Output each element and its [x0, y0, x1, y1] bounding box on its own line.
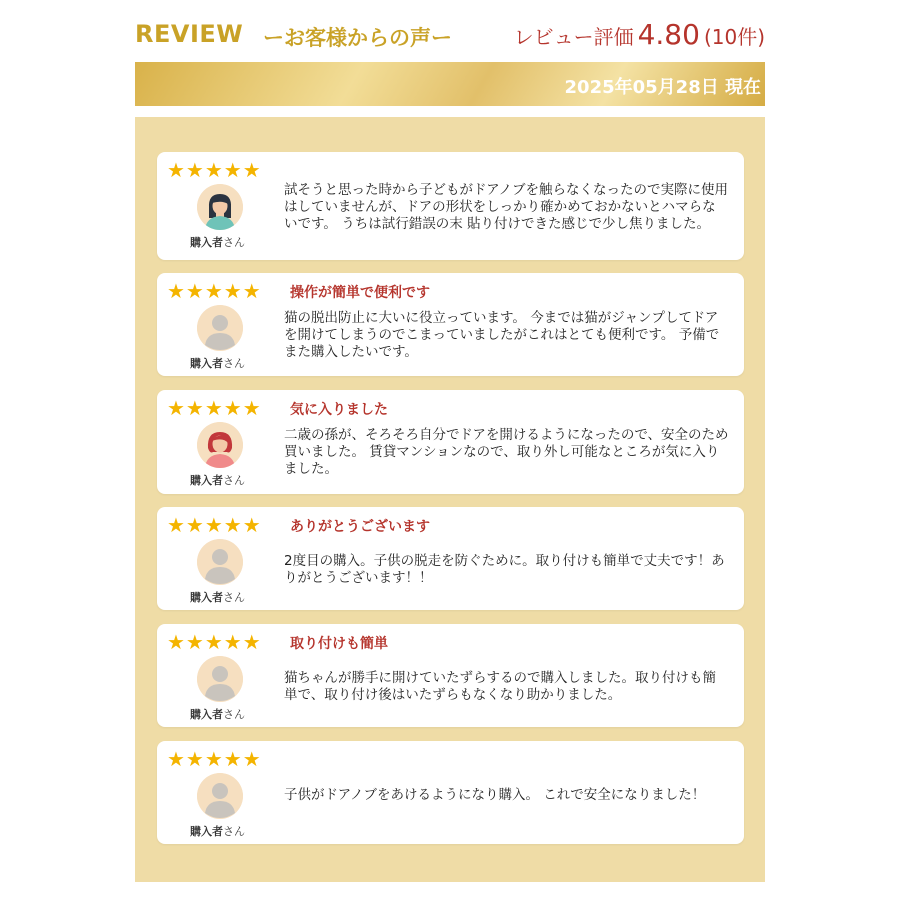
- star-rating: ★★★★★: [167, 747, 262, 771]
- default-user-avatar-icon: [197, 539, 243, 585]
- buyer-label: 購入者さん: [190, 825, 245, 838]
- buyer-label: 購入者さん: [190, 474, 245, 487]
- star-rating: ★★★★★: [167, 396, 262, 420]
- review-title: 気に入りました: [290, 402, 388, 418]
- review-card: [157, 273, 744, 376]
- review-title: ありがとうございます: [290, 519, 430, 535]
- buyer-label: 購入者さん: [190, 236, 245, 249]
- star-rating: ★★★★★: [167, 630, 262, 654]
- customer-voice-heading: ーお客様からの声ー: [263, 26, 452, 50]
- default-user-avatar-icon: [197, 656, 243, 702]
- rating-label: レビュー評価: [513, 25, 634, 49]
- star-rating: ★★★★★: [167, 158, 262, 182]
- review-text: 試そうと思った時から子どもがドアノブを触らなくなったので実際に使用はしていませんが、ドアの形状をしっかり確かめておかないとハマらないです。 うちは試行錯誤の末 貼り付けできた感じで少し焦りました。: [284, 182, 729, 232]
- buyer-label: 購入者さん: [190, 591, 245, 604]
- review-card: [157, 741, 744, 844]
- star-rating: ★★★★★: [167, 513, 262, 537]
- review-title: 操作が簡単で便利です: [290, 285, 430, 301]
- review-header: [135, 12, 765, 56]
- default-user-avatar-icon: [197, 305, 243, 351]
- review-text: 猫の脱出防止に大いに役立っています。 今までは猫がジャンプしてドアを開けてしまうのでこまっていましたがこれはとても便利です。 予備でまた購入したいです。: [284, 310, 720, 360]
- date-banner: [135, 62, 765, 106]
- review-heading: REVIEW: [135, 20, 244, 48]
- buyer-label: 購入者さん: [190, 357, 245, 370]
- review-text: 猫ちゃんが勝手に開けていたずらするので購入しました。取り付けも簡単で、取り付け後はいたずらもなくなり助かりました。: [284, 670, 716, 703]
- woman-red-avatar-icon: [197, 422, 243, 468]
- review-card: [157, 152, 744, 260]
- review-text: 二歳の孫が、そろそろ自分でドアを開けるようになったので、安全のため買いました。 賃貸マンションなので、取り外し可能なところが気に入りました。: [284, 427, 729, 477]
- date-text: 2025年05月28日 現在: [564, 77, 761, 98]
- review-card: [157, 390, 744, 494]
- woman-teal-avatar-icon: [197, 184, 243, 230]
- rating-summary: [514, 18, 765, 51]
- default-user-avatar-icon: [197, 773, 243, 819]
- review-text: 2度目の購入。子供の脱走を防ぐために。取り付けも簡単で丈夫です！ありがとうございます！！: [284, 553, 725, 586]
- review-text: 子供がドアノブをあけるようになり購入。 これで安全になりました！: [284, 787, 706, 803]
- buyer-label: 購入者さん: [190, 708, 245, 721]
- rating-count: (10件): [703, 25, 765, 49]
- review-title: 取り付けも簡単: [290, 636, 388, 652]
- review-card: [157, 507, 744, 610]
- review-card: [157, 624, 744, 727]
- rating-score: 4.80: [637, 18, 700, 51]
- star-rating: ★★★★★: [167, 279, 262, 303]
